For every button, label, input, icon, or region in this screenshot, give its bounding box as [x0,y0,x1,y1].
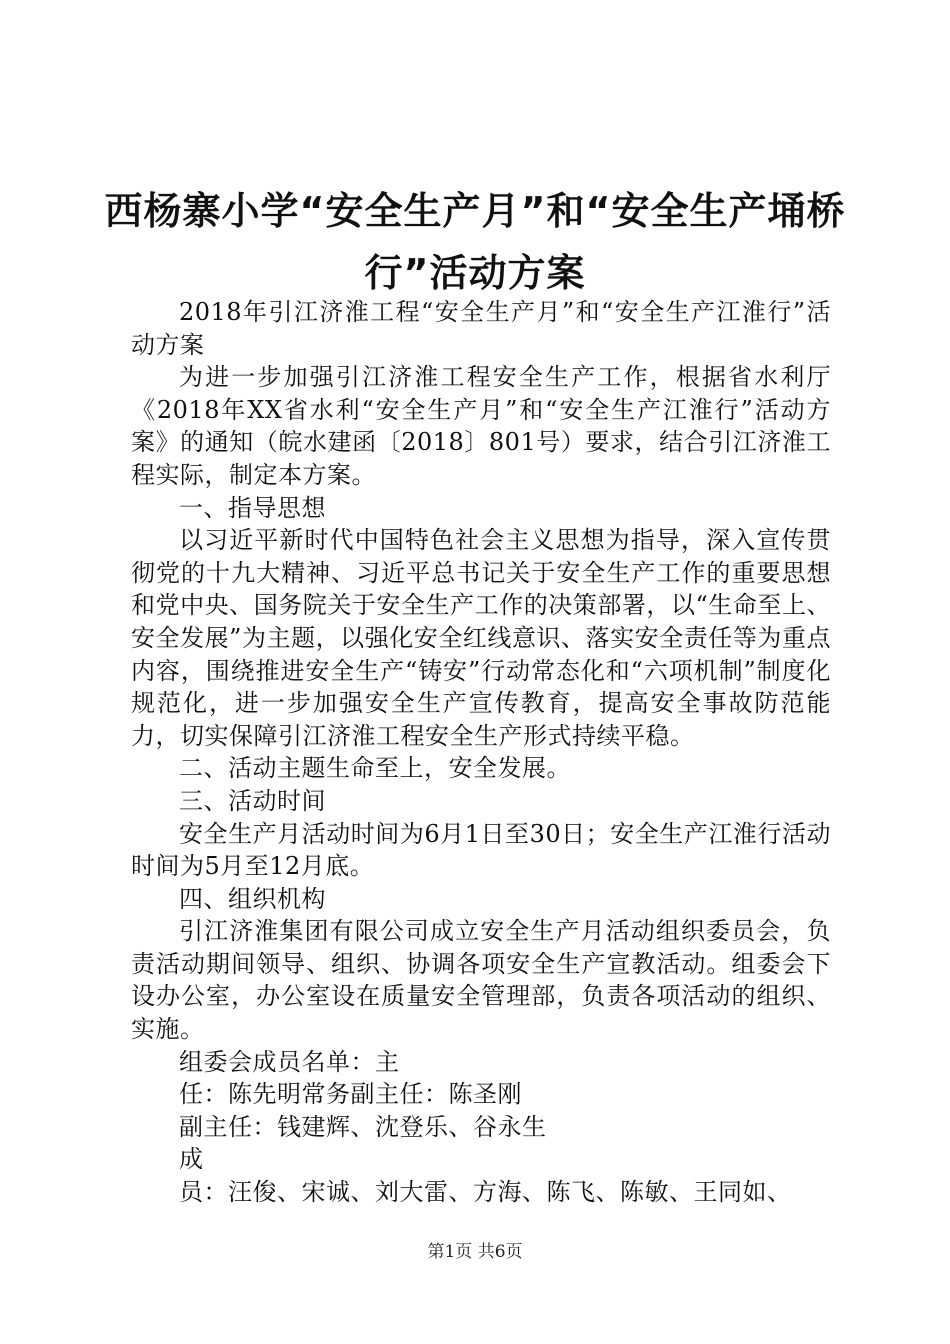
document-body [131,296,831,1209]
paragraph: 组委会成员名单：主 [179,1047,400,1076]
paragraph: 以习近平新时代中国特色社会主义思想为指导，深入宣传贯彻党的十九大精神、习近平总书记关于安全生产工作的重要思想和党中央、国务院关于安全生产工作的决策部署，以“生命至上、安全发展”为主题，以强化安全红线意识、落实安全责任等为重点内容，围绕推进安全生产“铸安”行动常态化和“六项机制”制度化规范化，进一步加强安全生产宣传教育，提高安全事故防范能力，切实保障引江济淮工程安全生产形式持续平稳。 [131,526,831,750]
paragraph: 成 [179,1145,204,1174]
paragraph: 副主任：钱建辉、沈登乐、谷永生 [179,1112,547,1141]
paragraph: 2018年引江济淮工程“安全生产月”和“安全生产江淮行”活动方案 [131,298,831,359]
paragraph: 安全生产月活动时间为6月1日至30日；安全生产江淮行活动时间为5月至12月底。 [131,819,831,881]
section-heading: 一、指导思想 [179,493,326,522]
paragraph: 引江济淮集团有限公司成立安全生产月活动组织委员会，负责活动期间领导、组织、协调各项安全生产宣教活动。组委会下设办公室，办公室设在质量安全管理部，负责各项活动的组织、实施。 [131,917,831,1044]
paragraph: 员：汪俊、宋诚、刘大雷、方海、陈飞、陈敏、王同如、 [179,1178,792,1207]
section-heading: 三、活动时间 [179,786,326,815]
section-heading: 四、组织机构 [179,884,326,913]
document-title: 西杨寨小学“安全生产月”和“安全生产埇桥行”活动方案 [104,189,846,295]
paragraph: 为进一步加强引江济淮工程安全生产工作，根据省水利厅《2018年XX省水利“安全生产月”和“安全生产江淮行”活动方案》的通知（皖水建函〔2018〕801号）要求，结合引江济淮工程实际，制定本方案。 [131,363,831,489]
paragraph: 任：陈先明常务副主任：陈圣刚 [179,1080,522,1109]
page-number-footer: 第1页 共6页 [427,1242,523,1262]
section-heading: 二、活动主题生命至上，安全发展。 [179,754,571,783]
